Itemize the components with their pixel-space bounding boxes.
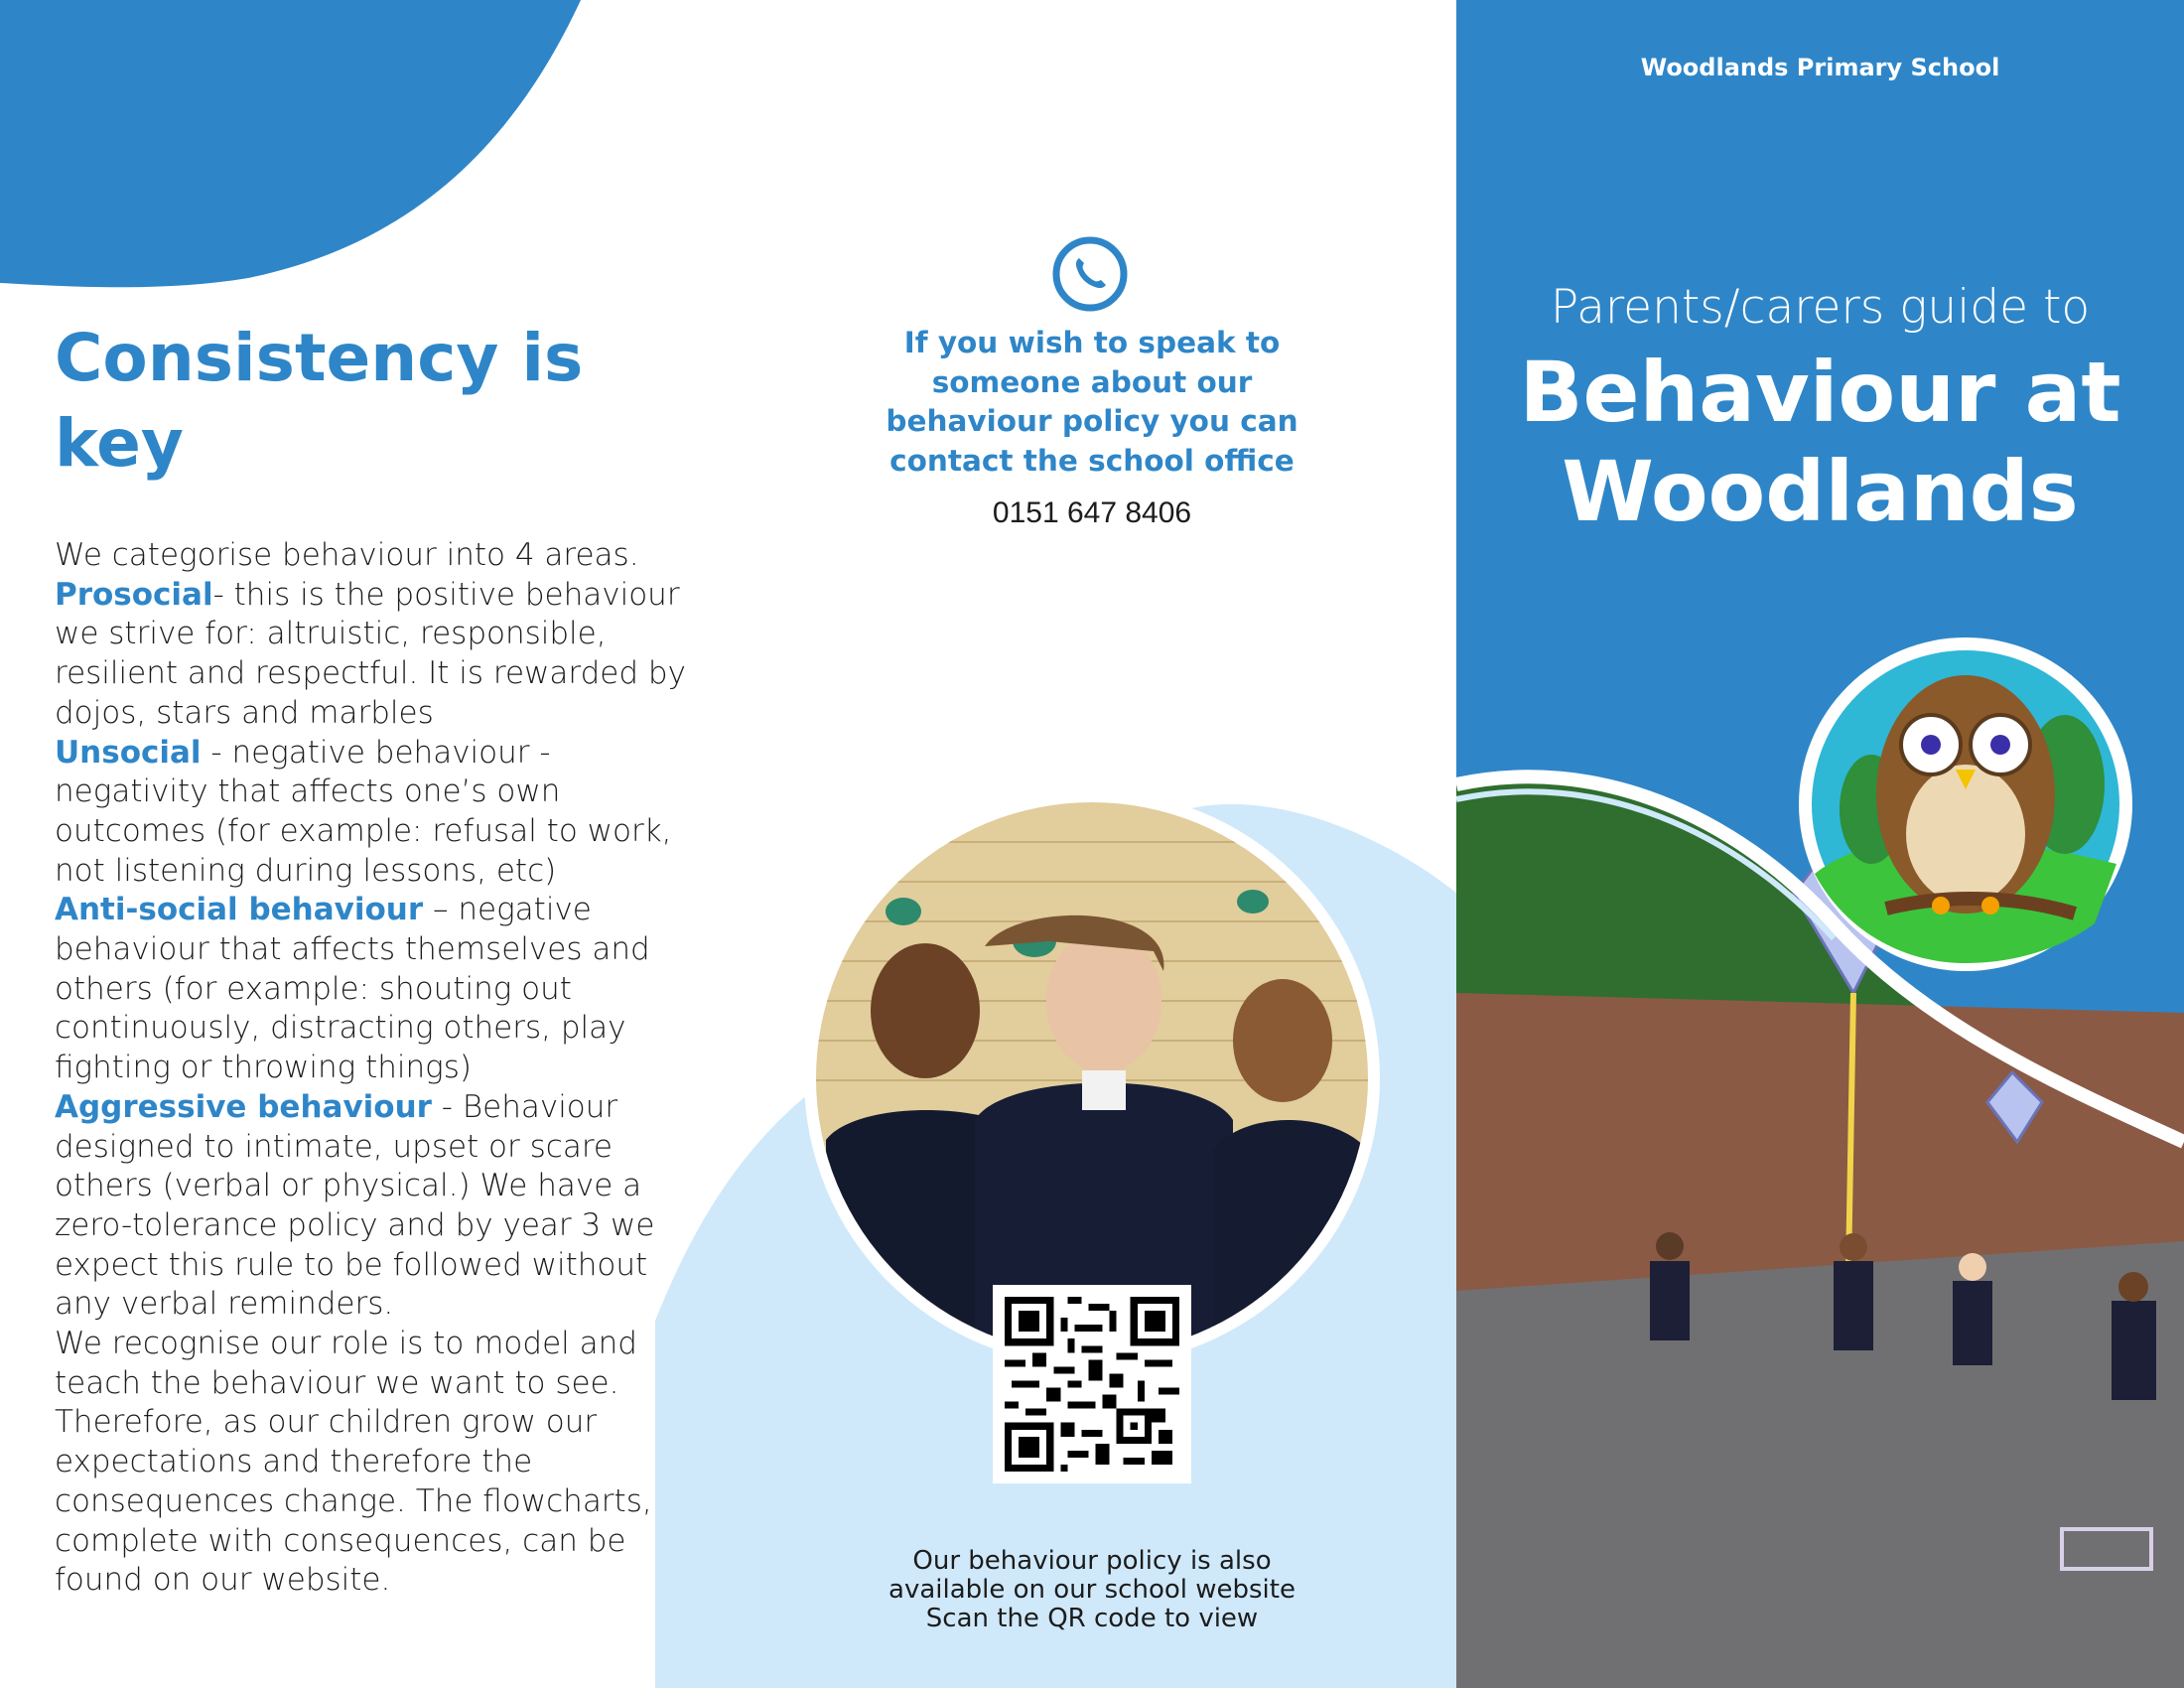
note-line-1: Our behaviour policy is also (912, 1546, 1272, 1576)
unsocial-description: - negative behaviour - negativity that affects one’s own outcomes (for example: refusal to work, not listening during lessons, etc) (55, 734, 672, 889)
term-antisocial: Anti-social behaviour (55, 892, 424, 928)
photo-of-three-pupils (816, 802, 1368, 1354)
term-prosocial: Prosocial (55, 576, 213, 613)
panel-left-title (55, 316, 611, 487)
aggressive-description: - Behaviour designed to intimate, upset or scare others (verbal or physical.) We have a zero-tolerance policy and by year 3 we expect this rule to be followed without any verbal reminders. (55, 1088, 655, 1323)
contact-line-2: someone about our (931, 364, 1253, 399)
school-name: Woodlands Primary School (1640, 54, 2000, 81)
policy-note (814, 1547, 1370, 1633)
closing-text: We recognise our role is to model and teach the behaviour we want to see. Therefore, as our children grow our expectations and therefore the consequences change. The flowcharts, complete with consequences, can be found on our website. (55, 1326, 652, 1599)
intro-text: We categorise behaviour into 4 areas. (55, 537, 639, 573)
note-line-3: Scan the QR code to view (925, 1604, 1259, 1633)
term-aggressive: Aggressive behaviour (55, 1088, 432, 1125)
guide-title-line-1: Behaviour at (1519, 344, 2121, 441)
note-line-2: available on our school website (888, 1575, 1296, 1605)
contact-line-1: If you wish to speak to (903, 326, 1281, 359)
term-unsocial: Unsocial (55, 734, 202, 771)
guide-title (1456, 343, 2184, 541)
behaviour-categories-text (55, 536, 690, 1601)
contact-line-4: contact the school office (889, 443, 1295, 478)
owl-logo (1797, 635, 2134, 973)
title-line-1: Consistency is (55, 320, 584, 396)
title-line-2: key (55, 405, 184, 482)
contact-heading (834, 324, 1350, 481)
contact-line-3: behaviour policy you can (886, 404, 1298, 438)
decorative-blue-arc (0, 0, 596, 298)
guide-intro: Parents/carers guide to (1550, 280, 2091, 335)
guide-title-line-2: Woodlands (1562, 443, 2079, 540)
phone-icon (1052, 236, 1128, 312)
phone-number: 0151 647 8406 (992, 496, 1192, 529)
prosocial-description: - this is the positive behaviour we strive for: altruistic, responsible, resilient and respectful. It is rewarded by dojos, stars and marbles (55, 576, 686, 731)
qr-code[interactable] (1005, 1297, 1179, 1472)
antisocial-description: – negative behaviour that affects themselves and others (for example: shouting out continuously, distracting others, play fighting or throwing things) (55, 892, 650, 1086)
